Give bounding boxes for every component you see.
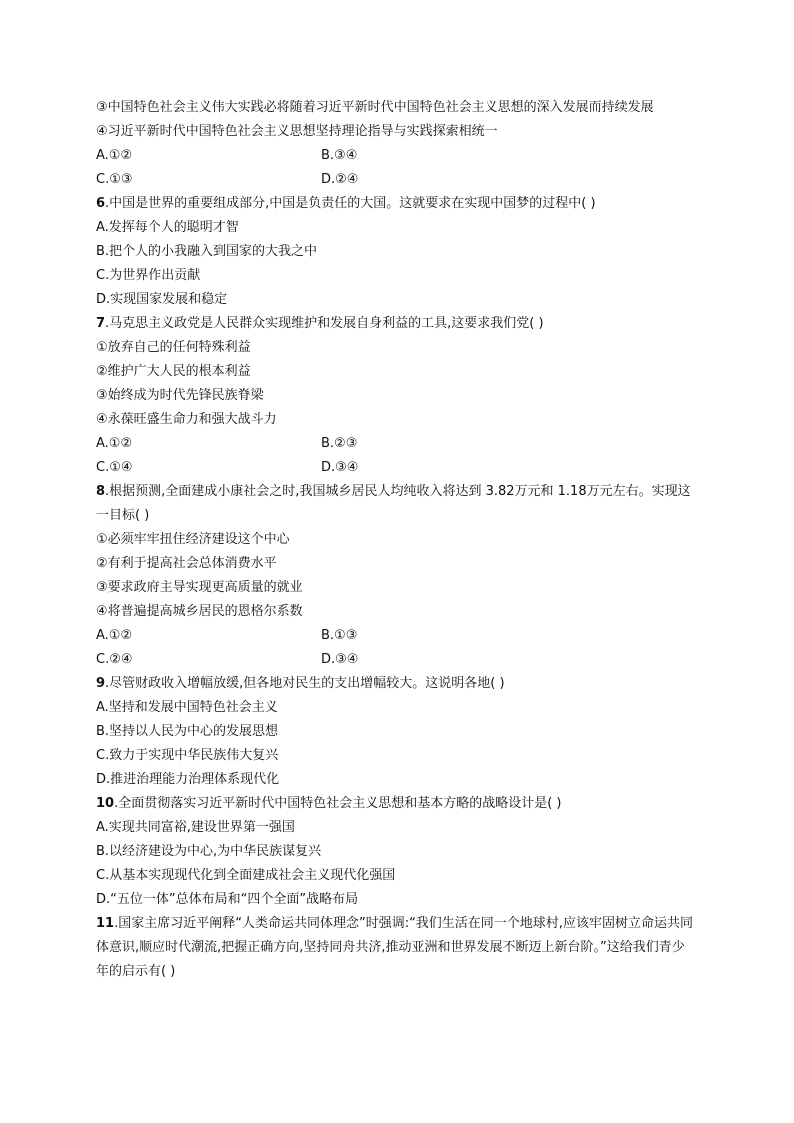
option-c: C.①③ — [96, 172, 133, 187]
option-d: D.“五位一体”总体布局和“四个全面”战略布局 — [96, 892, 359, 907]
question-9-stem — [96, 672, 696, 696]
statement-1: ①放弃自己的任何特殊利益 — [96, 340, 251, 355]
options-row — [96, 456, 696, 480]
question-number: 8 — [96, 484, 106, 499]
option-a: A.发挥每个人的聪明才智 — [96, 220, 239, 235]
option-a: A.实现共同富裕,建设世界第一强国 — [96, 820, 295, 835]
option-a: A.①② — [96, 436, 133, 451]
statement-3: ③要求政府主导实现更高质量的就业 — [96, 580, 303, 595]
option-a: A.坚持和发展中国特色社会主义 — [96, 700, 278, 715]
options-row — [96, 168, 696, 192]
question-11-stem — [96, 912, 696, 984]
question-number: 7 — [96, 316, 106, 331]
option-d: D.推进治理能力治理体系现代化 — [96, 772, 280, 787]
question-text: .根据预测,全面建成小康社会之时,我国城乡居民人均纯收入将达到 3.82万元和 1.18万元左右。实现这一目标( ) — [96, 484, 691, 523]
statement-3: ③中国特色社会主义伟大实践必将随着习近平新时代中国特色社会主义思想的深入发展而持续发展 — [96, 100, 654, 115]
question-content — [96, 96, 696, 984]
option-a: A.①② — [96, 148, 133, 163]
option-b: B.坚持以人民为中心的发展思想 — [96, 724, 279, 739]
statement-4: ④将普遍提高城乡居民的恩格尔系数 — [96, 604, 303, 619]
option-b: B.以经济建设为中心,为中华民族谋复兴 — [96, 844, 322, 859]
option-d: D.③④ — [321, 652, 359, 667]
statement-2: ②有利于提高社会总体消费水平 — [96, 556, 277, 571]
question-text: .全面贯彻落实习近平新时代中国特色社会主义思想和基本方略的战略设计是( ) — [114, 796, 562, 811]
statement-1: ①必须牢牢扭住经济建设这个中心 — [96, 532, 290, 547]
option-c: C.从基本实现现代化到全面建成社会主义现代化强国 — [96, 868, 396, 883]
options-row — [96, 624, 696, 648]
statement-4: ④习近平新时代中国特色社会主义思想坚持理论指导与实践探索相统一 — [96, 124, 498, 139]
options-row — [96, 648, 696, 672]
question-text: .国家主席习近平阐释“人类命运共同体理念”时强调:“我们生活在同一个地球村,应该牢固树立命运共同体意识,顺应时代潮流,把握正确方向,坚持同舟共济,推动亚洲和世界发展不断迈上新台阶。”这给我们青少年的启示有( ) — [96, 916, 693, 979]
option-b: B.③④ — [321, 148, 358, 163]
question-number: 9 — [96, 676, 106, 691]
statement-2: ②维护广大人民的根本利益 — [96, 364, 251, 379]
question-6-stem — [96, 192, 696, 216]
option-c: C.致力于实现中华民族伟大复兴 — [96, 748, 279, 763]
option-c: C.②④ — [96, 652, 133, 667]
option-c: C.①④ — [96, 460, 133, 475]
question-8-stem — [96, 480, 696, 528]
option-d: D.②④ — [321, 172, 359, 187]
option-d: D.③④ — [321, 460, 359, 475]
option-d: D.实现国家发展和稳定 — [96, 292, 228, 307]
question-number: 6 — [96, 196, 106, 211]
statement-4: ④永葆旺盛生命力和强大战斗力 — [96, 412, 277, 427]
question-text: .马克思主义政党是人民群众实现维护和发展自身利益的工具,这要求我们党( ) — [105, 316, 544, 331]
option-a: A.①② — [96, 628, 133, 643]
option-c: C.为世界作出贡献 — [96, 268, 201, 283]
question-text: .尽管财政收入增幅放缓,但各地对民生的支出增幅较大。这说明各地( ) — [105, 676, 505, 691]
option-b: B.①③ — [321, 628, 358, 643]
question-number: 10 — [96, 796, 115, 811]
option-b: B.把个人的小我融入到国家的大我之中 — [96, 244, 318, 259]
options-row — [96, 144, 696, 168]
question-text: .中国是世界的重要组成部分,中国是负责任的大国。这就要求在实现中国梦的过程中( ) — [105, 196, 596, 211]
options-row — [96, 432, 696, 456]
question-number: 11 — [96, 916, 115, 931]
statement-3: ③始终成为时代先锋民族脊梁 — [96, 388, 264, 403]
question-7-stem — [96, 312, 696, 336]
question-10-stem — [96, 792, 696, 816]
option-b: B.②③ — [321, 436, 358, 451]
